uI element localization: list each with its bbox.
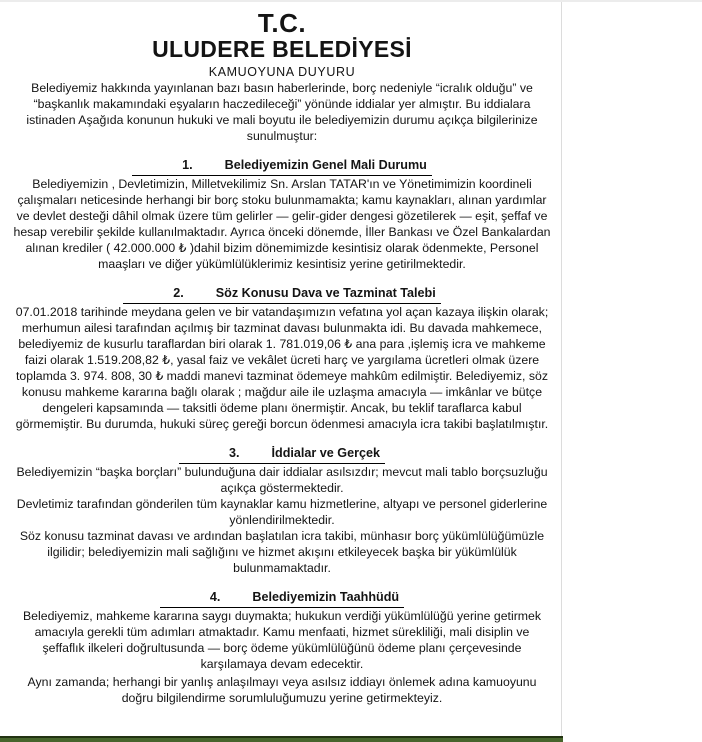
footer-accent-bar bbox=[0, 736, 563, 742]
section-2-body: 07.01.2018 tarihinde meydana gelen ve bir vatandaşımızın vefatına yol açan kazaya ilişkin olarak; merhumun ailesi tarafından açılmış bir tazminat davası bulunmakta idi. Bu davada mahkemece, belediyemiz de kusurlu taraflardan biri olarak 1. 781.019,06 ₺ ana para ,işlemiş icra ve mahkeme faizi olarak 1.519.208,82 ₺, yasal faiz ve vekâlet ücreti harç ve yargılama ücretleri olmak üzere toplamda 3. 974. 808, 30 ₺ maddi manevi tazminat ödemeye mahkûm edilmiştir. Belediyemiz, söz konusu mahkeme kararına bağlı olarak ; mağdur aile ile uzlaşma amacıyla — imkânlar ve bütçe dengeleri kapsamında — taksitli ödeme planı önermiştir. Ancak, bu teklif taraflarca kabul görmemiştir. Bu durumda, hukuki süreç gereği borcun ödenmesi amacıyla icra takibi başlatılmıştır. bbox=[15, 305, 549, 431]
section-3-number: 3. bbox=[228, 446, 240, 460]
section-4-number: 4. bbox=[209, 590, 221, 604]
page-right-edge-line bbox=[561, 2, 562, 737]
section-2-number: 2. bbox=[173, 286, 184, 300]
doc-subtitle-announcement: KAMUOYUNA DUYURU bbox=[208, 65, 356, 79]
section-4-body: Belediyemiz, mahkeme kararına saygı duymakta; hukukun verdiği yükümlülüğü yerine getirmek amacıyla gerekli tüm adımları atmaktadır. Kamu menfaati, hizmet sürekliliği, mali disiplin ve şeffaflık ilkeleri doğrultusunda — borç ödeme yükümlülüğünü ödeme planı çerçevesinde karşılamaya devam edecektir. bbox=[22, 609, 542, 671]
section-3-heading bbox=[12, 445, 552, 464]
section-2-title: Söz Konusu Dava ve Tazminat Talebi bbox=[215, 286, 436, 300]
section-1-title: Belediyemizin Genel Mali Durumu bbox=[224, 158, 427, 172]
bullet-item: • Devletimiz tarafından gönderilen tüm kaynaklar kamu hizmetlerine, altyapı ve personel giderlerine yönlendirilmektedir. bbox=[12, 496, 552, 528]
bullet-item: • Belediyemizin “başka borçları” bulunduğuna dair iddialar asılsızdır; mevcut mali tablo borçsuzluğu açıkça göstermektedir. bbox=[12, 464, 552, 496]
closing-paragraph: Aynı zamanda; herhangi bir yanlış anlaşılmayı veya asılsız iddiayı önlemek adına kamuoyunu doğru bilgilendirme sorumluluğumuzu yerine getirmekteyiz. bbox=[27, 675, 537, 705]
section-4-heading-underline bbox=[160, 589, 404, 608]
doc-title-municipality: ULUDERE BELEDİYESİ bbox=[152, 36, 412, 62]
section-3-title: İddialar ve Gerçek bbox=[271, 446, 381, 460]
bullet-item: • Söz konusu tazminat davası ve ardından başlatılan icra takibi, münhasır borç yükümlülüğümüzle ilgilidir; belediyemizin mali sağlığını ve hizmet akışını etkileyecek başka bir yükümlülük bulunmamaktadır. bbox=[12, 528, 552, 576]
section-1-heading-underline bbox=[132, 157, 432, 176]
document-content bbox=[0, 2, 562, 706]
document-page bbox=[0, 2, 562, 742]
section-3-heading-underline bbox=[179, 445, 385, 464]
section-1-body: Belediyemizin , Devletimizin, Milletvekilimiz Sn. Arslan TATAR'ın ve Yönetimimizin koordineli çalışmaları neticesinde herhangi bir borç stoku bulunmamakta; kamu kaynakları, alınan yardımlar ve devlet desteği dâhil olmak üzere tüm gelirler — gelir-gider dengesi gözetilerek — eşit, şeffaf ve hesap verebilir şekilde kullanılmaktadır. Ayrıca önceki dönemde, İller Bankası ve Özel Bankalardan alınan krediler ( 42.000.000 ₺ )dahil bizim dönemimizde kesintisiz olarak ödenmekte, Personel maaşları ve diğer yükümlülüklerimiz kesintisiz yerine getirilmektedir. bbox=[13, 177, 551, 271]
section-4-title: Belediyemizin Taahhüdü bbox=[252, 590, 400, 604]
section-1-heading bbox=[12, 157, 552, 176]
intro-paragraph: Belediyemiz hakkında yayınlanan bazı basın haberlerinde, borç nedeniyle “icralık olduğu” ve “başkanlık makamındaki eşyaların haczedileceği” yönünde iddialar yer almıştır. Bu iddialara istinaden Aşağıda konunun hukuki ve mali boyutu ile belediyemizin durumu açıkça bilgilerinize sunulmuştur: bbox=[26, 81, 538, 143]
section-2-heading-underline bbox=[123, 285, 441, 304]
doc-title-country: T.C. bbox=[257, 8, 307, 38]
bullet-list bbox=[12, 464, 552, 576]
section-4-heading bbox=[12, 589, 552, 608]
section-1-number: 1. bbox=[182, 158, 193, 172]
section-2-heading bbox=[12, 285, 552, 304]
